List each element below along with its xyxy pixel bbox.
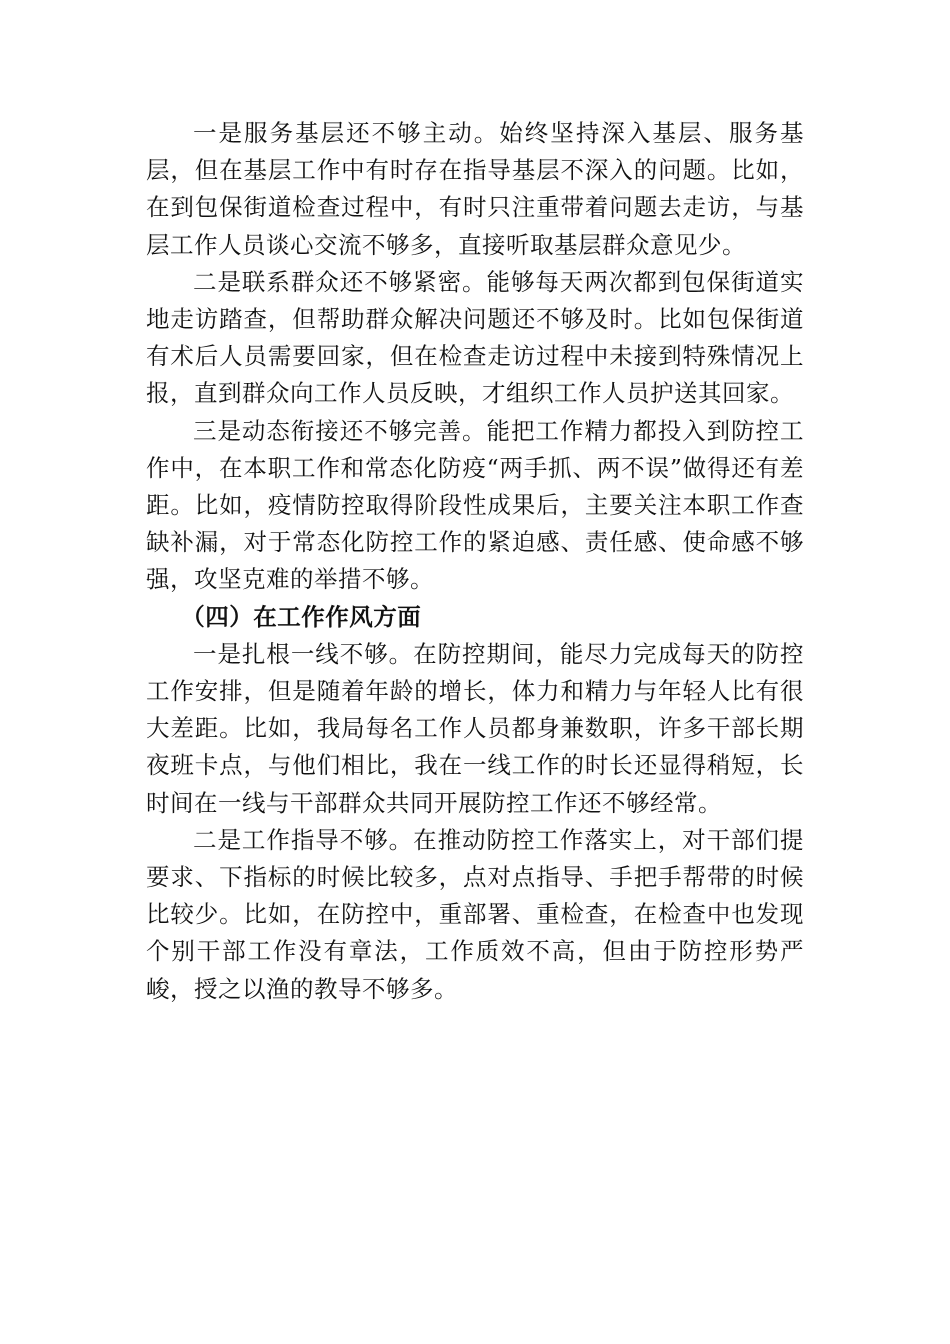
document-page	[146, 115, 804, 1008]
paragraph-frontline: 一是扎根一线不够。在防控期间，能尽力完成每天的防控工作安排，但是随着年龄的增长，体力和精力与年轻人比有很大差距。比如，我局每名工作人员都身兼数职，许多干部长期夜班卡点，与他们相比，我在一线工作的时长还显得稍短，长时间在一线与干部群众共同开展防控工作还不够经常。	[146, 639, 804, 817]
paragraph-service-grassroots: 一是服务基层还不够主动。始终坚持深入基层、服务基层，但在基层工作中有时存在指导基层不深入的问题。比如，在到包保街道检查过程中，有时只注重带着问题去走访，与基层工作人员谈心交流不够多，直接听取基层群众意见少。	[146, 119, 804, 259]
paragraph-contact-masses: 二是联系群众还不够紧密。能够每天两次都到包保街道实地走访踏查，但帮助群众解决问题还不够及时。比如包保街道有术后人员需要回家，但在检查走访过程中未接到特殊情况上报，直到群众向工作人员反映，才组织工作人员护送其回家。	[146, 267, 804, 408]
section-heading-work-style: （四）在工作作风方面	[181, 602, 422, 631]
paragraph-dynamic-connection: 三是动态衔接还不够完善。能把工作精力都投入到防控工作中，在本职工作和常态化防疫“两手抓、两不误”做得还有差距。比如，疫情防控取得阶段性成果后，主要关注本职工作查缺补漏，对于常态化防控工作的紧迫感、责任感、使命感不够强，攻坚克难的举措不够。	[146, 416, 804, 594]
paragraph-work-guidance: 二是工作指导不够。在推动防控工作落实上，对干部们提要求、下指标的时候比较多，点对点指导、手把手帮带的时候比较少。比如，在防控中，重部署、重检查，在检查中也发现个别干部工作没有章法，工作质效不高，但由于防控形势严峻，授之以渔的教导不够多。	[146, 825, 804, 1003]
